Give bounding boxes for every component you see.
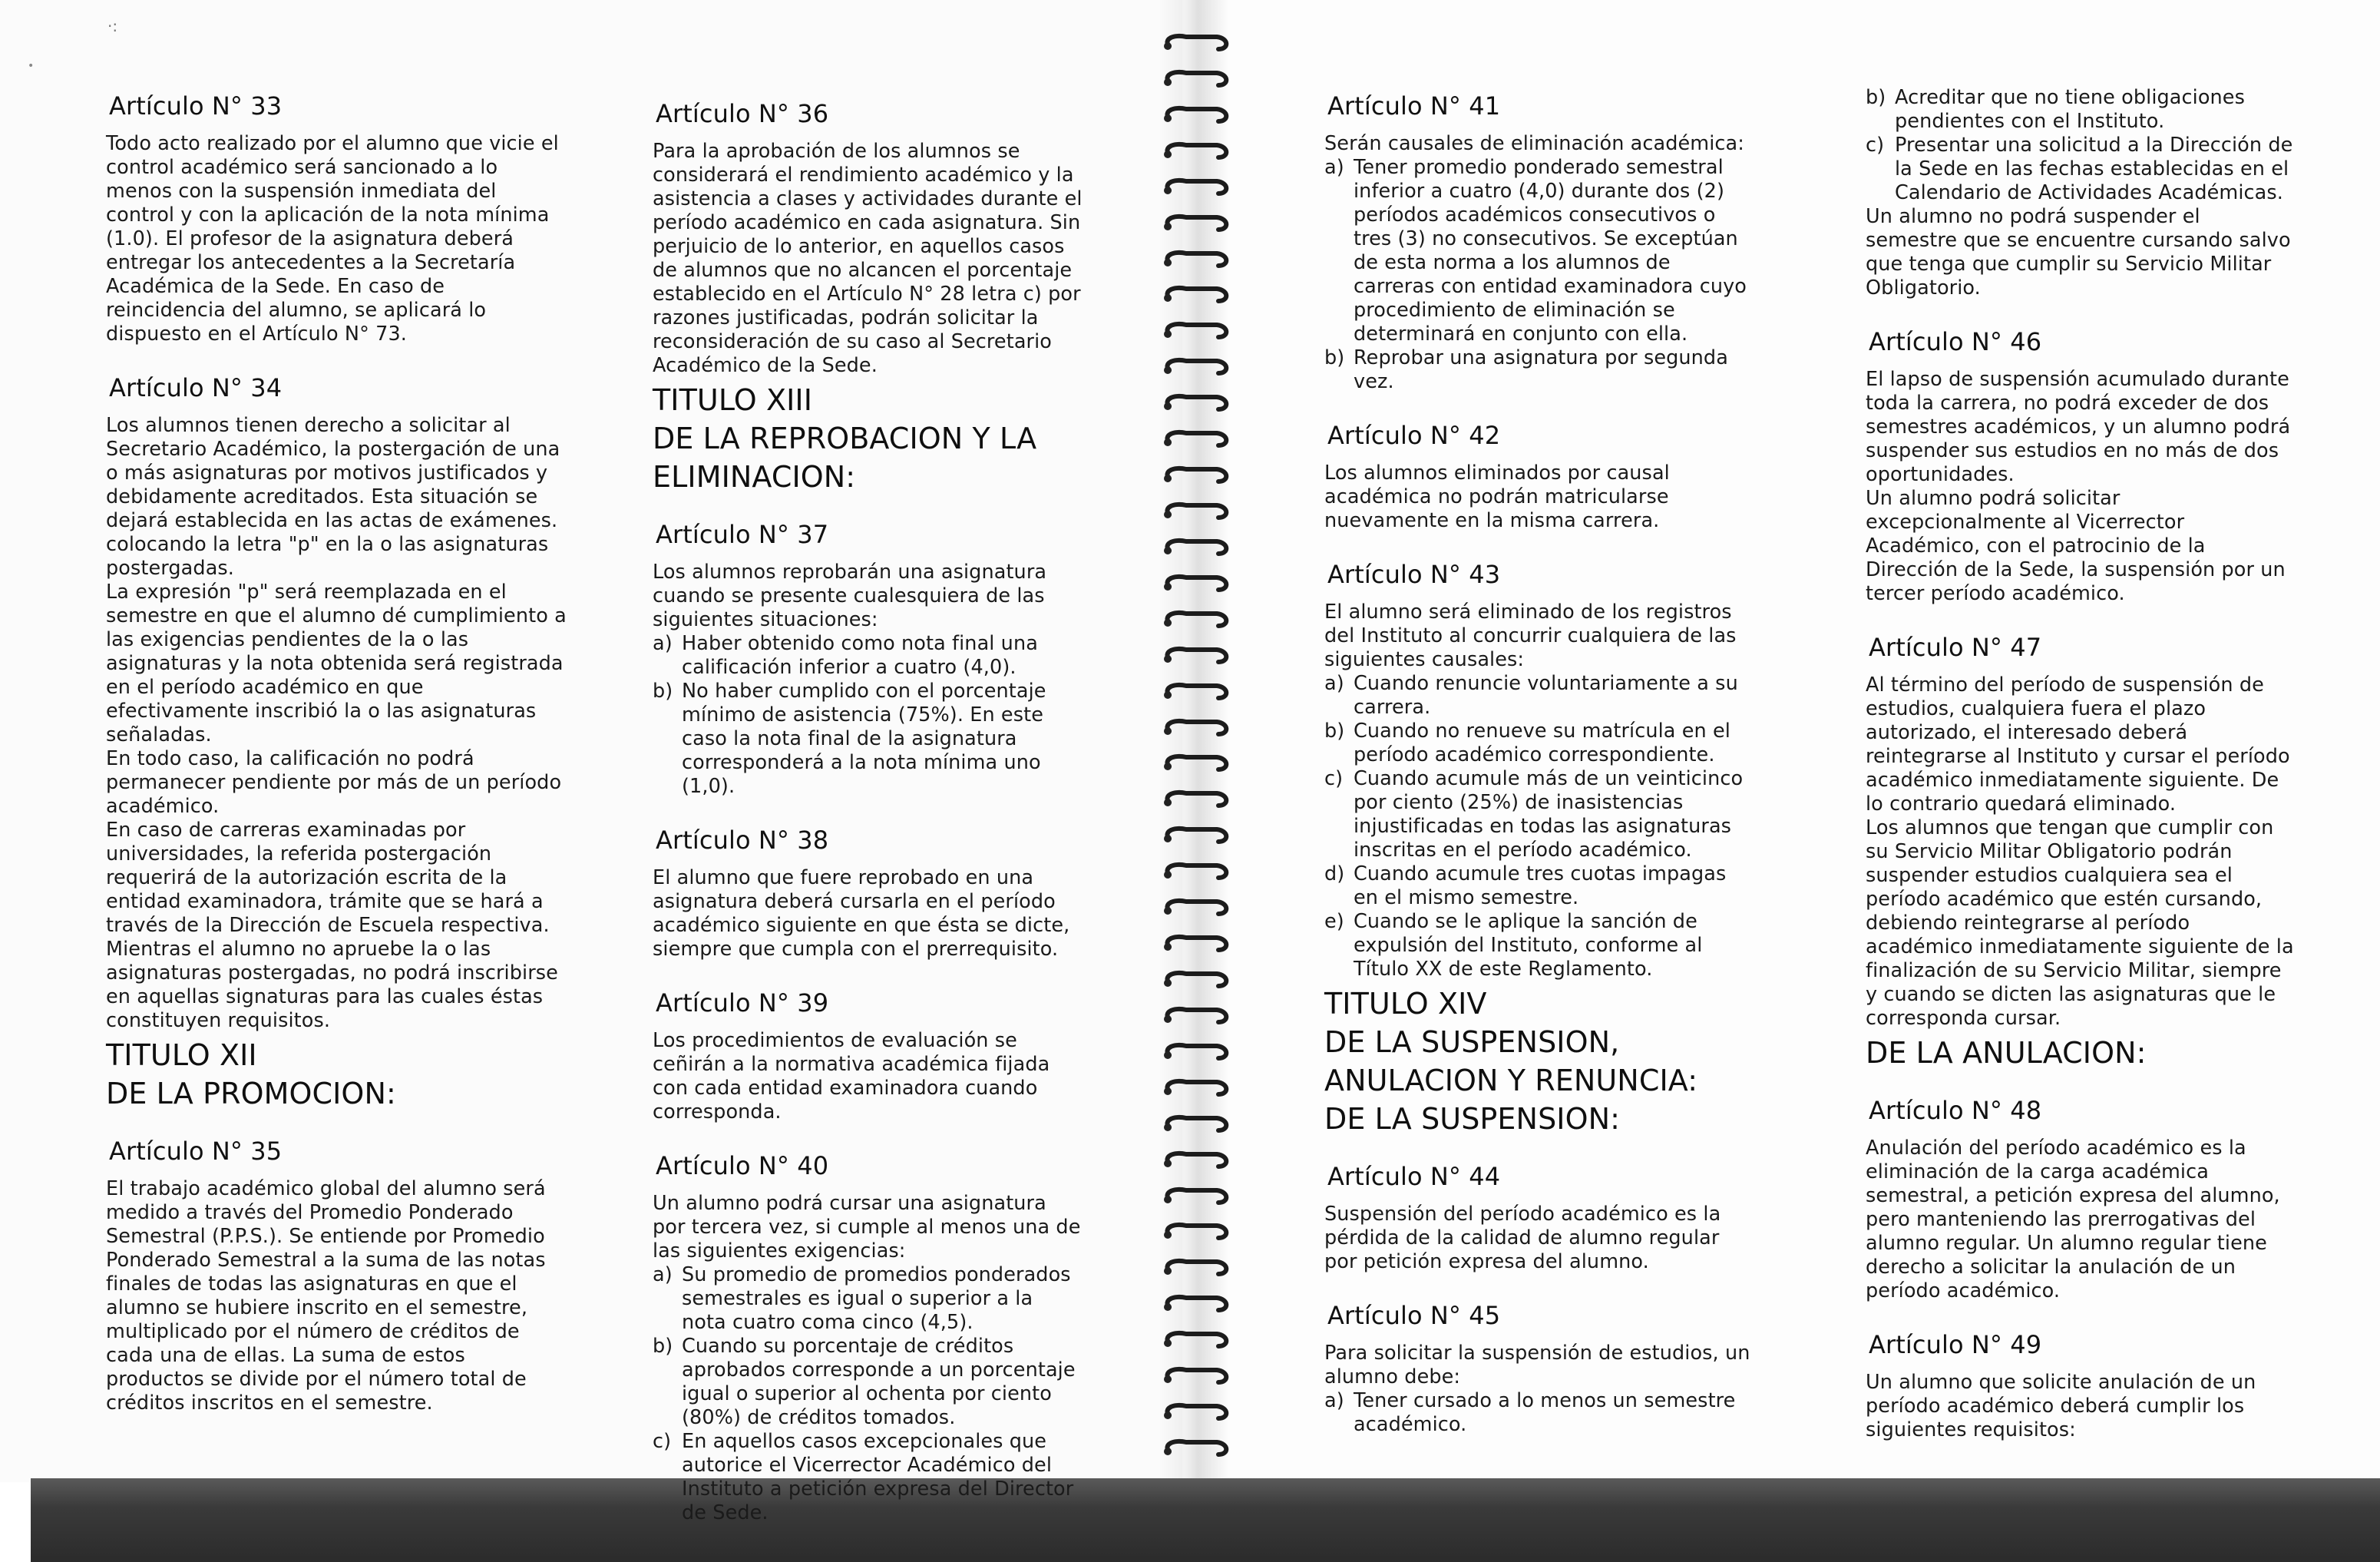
spiral-coil — [1155, 859, 1232, 882]
section-title: DE LA SUSPENSION: — [1324, 1102, 1621, 1136]
paragraph: Todo acto realizado por el alumno que vicie el control académico será sancionado a lo menos con la suspensión inmediata del control y con la aplicación de la nota mínima (1.0). El profesor de la asignatura deberá entregar los antecedentes a la Secretaría Académica de la Sede. En caso de reincidencia del alumno, se aplicará lo dispuesto en el Artículo N° 73. — [106, 132, 559, 346]
spiral-coil — [1155, 1040, 1232, 1063]
column-1 — [106, 91, 567, 1415]
paragraph: El alumno será eliminado de los registros del Instituto al concurrir cualquiera de las siguientes causales: — [1324, 601, 1737, 671]
list-item-label: a) — [653, 632, 673, 655]
paragraph: Los procedimientos de evaluación se ceñirán a la normativa académica fijada con cada entidad examinadora cuando corresponda. — [653, 1029, 1050, 1124]
article-heading: Artículo N° 38 — [656, 826, 829, 855]
spiral-coil — [1155, 644, 1232, 667]
list-item-label: b) — [1324, 346, 1345, 369]
article-heading: Artículo N° 41 — [1327, 91, 1501, 121]
list-item — [1324, 156, 1754, 346]
article-heading: Artículo N° 49 — [1869, 1330, 2042, 1359]
list-item-text: Cuando acumule tres cuotas impagas en el mismo semestre. — [1354, 862, 1727, 909]
list-item-label: e) — [1324, 910, 1344, 933]
margin-mark: ·: — [107, 17, 118, 35]
spiral-coil — [1155, 1436, 1232, 1459]
spiral-coil — [1155, 499, 1232, 522]
list-item — [1324, 862, 1754, 910]
list-item-text: Haber obtenido como nota final una calificación inferior a cuatro (4,0). — [682, 632, 1038, 679]
list-item-text: Reprobar una asignatura por segunda vez. — [1354, 346, 1728, 393]
article-heading: Artículo N° 45 — [1327, 1301, 1501, 1330]
section-title: ELIMINACION: — [653, 460, 856, 494]
spiral-coil — [1155, 680, 1232, 703]
list-item-label: a) — [653, 1263, 673, 1286]
list-item-text: No haber cumplido con el porcentaje mínimo de asistencia (75%). En este caso la nota final de la asignatura corresponderá a la nota mínima uno (1,0). — [682, 680, 1046, 798]
paragraph: El lapso de suspensión acumulado durante toda la carrera, no podrá exceder de dos semestres académicos, y un alumno podrá suspender sus estudios en no más de dos oportunidades. — [1866, 368, 2291, 486]
paragraph: Un alumno no podrá suspender el semestre que se encuentre cursando salvo que tenga que cumplir su Servicio Militar Obligatorio. — [1866, 205, 2291, 299]
spiral-coil — [1155, 1328, 1232, 1351]
paragraph: Al término del período de suspensión de estudios, cualquiera fuera el plazo autorizado, el interesado deberá reintegrarse al Instituto y cursar el período académico inmediatamente siguiente. De lo contrario quedará eliminado. — [1866, 673, 2290, 816]
list-item — [1324, 720, 1754, 767]
paragraph: El trabajo académico global del alumno será medido a través del Promedio Ponderado Semestral (P.P.S.). Se entiende por Promedio Ponderado Semestral a la suma de las notas finales de todas las asignaturas en que el alumno se hubiere inscrito en el semestre, multiplicado por el número de créditos de cada una de ellas. La suma de estos productos se divide por el número total de créditos inscritos en el semestre. — [106, 1177, 546, 1415]
list-item — [1324, 910, 1754, 981]
section-title: DE LA SUSPENSION, — [1324, 1025, 1620, 1059]
spiral-coil — [1155, 31, 1232, 54]
bottom-shadow — [31, 1478, 2380, 1562]
list-item — [653, 632, 1083, 680]
spiral-coil — [1155, 283, 1232, 306]
list-item-text: Cuando acumule más de un veinticinco por ciento (25%) de inasistencias injustificadas en todas las asignaturas inscritas en el período académico. — [1354, 767, 1744, 862]
list-item-text: Su promedio de promedios ponderados semestrales es igual o superior a la nota cuatro coma cinco (4,5). — [682, 1263, 1071, 1334]
spiral-coil — [1155, 1256, 1232, 1279]
list-item-label: c) — [1866, 134, 1885, 157]
spiral-coil — [1155, 427, 1232, 450]
list-item — [653, 1430, 1083, 1525]
spiral-coil — [1155, 607, 1232, 630]
column-2 — [653, 98, 1083, 1525]
list-item-text: Cuando renuncie voluntariamente a su carrera. — [1354, 672, 1738, 719]
article-heading: Artículo N° 34 — [109, 373, 283, 402]
list-item — [1324, 1389, 1754, 1437]
article-heading: Artículo N° 48 — [1869, 1096, 2042, 1125]
section-title: ANULACION Y RENUNCIA: — [1324, 1064, 1698, 1097]
paragraph: Los alumnos que tengan que cumplir con su Servicio Militar Obligatorio podrán suspender estudios cualquiera sea el período académico que estén cursando, debiendo reintegrarse al período académico inmediatamente siguiente de la finalización de su Servicio Militar, siempre y cuando se dicten las asignaturas que le corresponda cursar. — [1866, 816, 2294, 1030]
list-item-text: Cuando no renueve su matrícula en el período académico correspondiente. — [1354, 720, 1730, 766]
article-heading: Artículo N° 44 — [1327, 1162, 1501, 1191]
spiral-coil — [1155, 823, 1232, 846]
paragraph: En caso de carreras examinadas por universidades, la referida postergación requerirá de la autorización escrita de la entidad examinadora, trámite que se hará a través de la Dirección de Escuela respectiva. Mientras el alumno no apruebe la o las asignaturas postergadas, no podrá inscribirse en aquellas signaturas para las cuales éstas constituyen requisitos. — [106, 819, 558, 1032]
list-item-label: d) — [1324, 862, 1345, 885]
list-item — [1324, 346, 1754, 394]
paragraph: En todo caso, la calificación no podrá permanecer pendiente por más de un período académico. — [106, 747, 562, 818]
list-item-text: Presentar una solicitud a la Dirección de la Sede en las fechas establecidas en el Calendario de Actividades Académicas. — [1895, 134, 2293, 204]
margin-dot: • — [28, 60, 35, 72]
article-heading: Artículo N° 39 — [656, 988, 829, 1018]
paragraph: Un alumno que solicite anulación de un período académico deberá cumplir los siguientes requisitos: — [1866, 1371, 2256, 1441]
list-item — [1324, 672, 1754, 720]
section-title: TITULO XIV — [1324, 987, 1487, 1021]
list-item — [1866, 86, 2296, 134]
list-item-text: Tener cursado a lo menos un semestre académico. — [1354, 1389, 1736, 1436]
paragraph: Los alumnos tienen derecho a solicitar al Secretario Académico, la postergación de una o más asignaturas por motivos justificados y debidamente acreditados. Esta situación se dejará establecida en las actas de exámenes. colocando la letra "p" en la o las asignaturas postergadas. — [106, 414, 560, 580]
article-heading: Artículo N° 42 — [1327, 421, 1501, 450]
list-item — [1866, 134, 2296, 205]
list-item-label: c) — [653, 1430, 672, 1453]
list-item-text: Cuando se le aplique la sanción de expulsión del Instituto, conforme al Título XX de este Reglamento. — [1354, 910, 1703, 981]
list-item-label: b) — [653, 680, 673, 703]
paragraph: Un alumno podrá cursar una asignatura por tercera vez, si cumple al menos una de las siguientes exigencias: — [653, 1192, 1081, 1263]
section-title: TITULO XII — [106, 1038, 257, 1072]
list-item — [653, 1335, 1083, 1430]
spiral-binding — [1155, 31, 1240, 1459]
paragraph: Para la aprobación de los alumnos se considerará el rendimiento académico y la asistencia a clases y actividades durante el período académico en cada asignatura. Sin perjuicio de lo anterior, en aquellos casos de alumnos que no alcancen el porcentaje establecido en el Artículo N° 28 letra c) por razones justificadas, podrán solicitar la reconsideración de su caso al Secretario Académico de la Sede. — [653, 140, 1083, 377]
column-3 — [1324, 91, 1754, 1437]
spiral-coil — [1155, 211, 1232, 234]
article-heading: Artículo N° 36 — [656, 99, 829, 128]
spiral-coil — [1155, 1184, 1232, 1207]
list-item-label: a) — [1324, 156, 1344, 179]
list-item-label: a) — [1324, 672, 1344, 695]
spiral-coil — [1155, 1292, 1232, 1315]
paragraph: Serán causales de eliminación académica: — [1324, 132, 1744, 155]
paragraph: Para solicitar la suspensión de estudios, un alumno debe: — [1324, 1342, 1750, 1388]
article-heading: Artículo N° 33 — [109, 91, 283, 121]
spiral-coil — [1155, 1400, 1232, 1423]
list-item — [653, 680, 1083, 799]
list-item-label: c) — [1324, 767, 1344, 790]
spiral-coil — [1155, 1076, 1232, 1099]
list-item-label: b) — [1866, 86, 1886, 109]
section-title: TITULO XIII — [653, 383, 813, 417]
paragraph: El alumno que fuere reprobado en una asignatura deberá cursarla en el período académico siguiente en que ésta se dicte, siempre que cumpla con el prerrequisito. — [653, 866, 1070, 961]
spiral-coil — [1155, 1112, 1232, 1135]
spiral-coil — [1155, 247, 1232, 270]
article-heading: Artículo N° 35 — [109, 1137, 283, 1166]
article-heading: Artículo N° 37 — [656, 520, 829, 549]
list-item-label: b) — [1324, 720, 1345, 743]
spiral-coil — [1155, 751, 1232, 774]
spiral-coil — [1155, 175, 1232, 198]
article-heading: Artículo N° 46 — [1869, 327, 2042, 356]
list-item-text: Acreditar que no tiene obligaciones pendientes con el Instituto. — [1895, 86, 2245, 133]
list-item-label: b) — [653, 1335, 673, 1358]
article-heading: Artículo N° 43 — [1327, 560, 1501, 589]
list-item-text: En aquellos casos excepcionales que autorice el Vicerrector Académico del Instituto a petición expresa del Director de Sede. — [682, 1430, 1074, 1524]
paragraph: Suspensión del período académico es la pérdida de la calidad de alumno regular por petición expresa del alumno. — [1324, 1203, 1721, 1273]
spiral-coil — [1155, 463, 1232, 486]
paragraph: Los alumnos reprobarán una asignatura cuando se presente cualesquiera de las siguientes situaciones: — [653, 561, 1047, 631]
spiral-coil — [1155, 355, 1232, 378]
spiral-coil — [1155, 932, 1232, 955]
column-4 — [1866, 86, 2296, 1442]
list-item — [1324, 767, 1754, 862]
section-title: DE LA REPROBACION Y LA — [653, 422, 1037, 455]
list-item-text: Cuando su porcentaje de créditos aprobados corresponde a un porcentaje igual o superior al ochenta por ciento (80%) de créditos tomados. — [682, 1335, 1076, 1429]
spiral-coil — [1155, 319, 1232, 342]
spiral-coil — [1155, 716, 1232, 739]
spiral-coil — [1155, 1004, 1232, 1027]
spiral-coil — [1155, 391, 1232, 414]
spiral-coil — [1155, 895, 1232, 918]
paragraph: Los alumnos eliminados por causal académica no podrán matricularse nuevamente en la misma carrera. — [1324, 462, 1670, 532]
list-item-text: Tener promedio ponderado semestral inferior a cuatro (4,0) durante dos (2) períodos académicos consecutivos o tres (3) no consecutivos. Se exceptúan de esta norma a los alumnos de carreras con entidad examinadora cuyo procedimiento de eliminación se determinará en conjunto con ella. — [1354, 156, 1747, 346]
spiral-coil — [1155, 139, 1232, 162]
paragraph: Un alumno podrá solicitar excepcionalmente al Vicerrector Académico, con el patrocinio de la Dirección de la Sede, la suspensión por un tercer período académico. — [1866, 487, 2286, 605]
list-item-label: a) — [1324, 1389, 1344, 1412]
spiral-coil — [1155, 535, 1232, 558]
spiral-coil — [1155, 1219, 1232, 1243]
article-heading: Artículo N° 40 — [656, 1151, 829, 1180]
list-item — [653, 1263, 1083, 1335]
spiral-coil — [1155, 67, 1232, 90]
spiral-coil — [1155, 1148, 1232, 1171]
spiral-coil — [1155, 103, 1232, 126]
article-heading: Artículo N° 47 — [1869, 633, 2042, 662]
section-title: DE LA PROMOCION: — [106, 1077, 396, 1110]
spiral-coil — [1155, 968, 1232, 991]
spiral-coil — [1155, 571, 1232, 594]
paragraph: Anulación del período académico es la eliminación de la carga académica semestral, a petición expresa del alumno, pero manteniendo las prerrogativas del alumno regular. Un alumno regular tiene derecho a solicitar la anulación de un período académico. — [1866, 1137, 2280, 1302]
section-title: DE LA ANULACION: — [1866, 1036, 2147, 1070]
spiral-coil — [1155, 787, 1232, 810]
spiral-coil — [1155, 1364, 1232, 1387]
paragraph: La expresión "p" será reemplazada en el semestre en que el alumno dé cumplimiento a las exigencias pendientes de la o las asignaturas y la nota obtenida será registrada en el período académico en que efectivamente inscribió la o las asignaturas señaladas. — [106, 581, 567, 746]
